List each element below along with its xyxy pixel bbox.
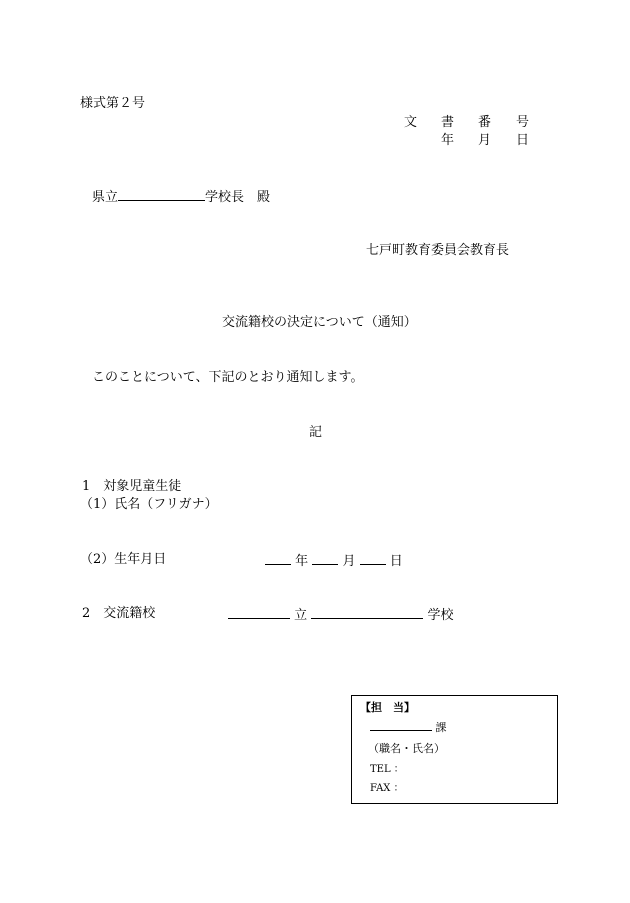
addressee-prefix: 県立 (92, 190, 119, 205)
date-year: 年 (441, 133, 455, 148)
section-suffix: 課 (435, 721, 447, 734)
birth-year-label: 年 (295, 554, 309, 569)
section-blank (370, 720, 432, 731)
doc-number-char: 号 (516, 115, 530, 130)
birth-month-label: 月 (342, 554, 356, 569)
school-mid-label: 立 (294, 608, 308, 623)
sender: 七戸町教育委員会教育長 (366, 243, 510, 258)
ki-heading: 記 (309, 425, 323, 440)
item2-label: 交流籍校 (103, 606, 156, 621)
item1-label: 対象児童生徒 (103, 479, 182, 494)
doc-number-char: 文 (404, 115, 418, 130)
addressee-suffix: 学校長 (205, 190, 245, 205)
school-prefecture-blank (228, 606, 290, 619)
item2-heading (82, 606, 155, 622)
school-name-blank (311, 606, 423, 619)
school-name-blank (118, 188, 205, 201)
contact-header: 【担 当】 (360, 701, 415, 714)
item1-number: 1 (82, 479, 91, 494)
doc-number-char: 番 (478, 115, 492, 130)
date-day: 日 (516, 133, 530, 148)
item2-number: 2 (82, 606, 91, 621)
contact-name-label: （職名・氏名） (368, 742, 445, 755)
birth-year-blank (265, 552, 291, 565)
doc-number-char: 書 (441, 115, 455, 130)
addressee (92, 188, 270, 206)
date-month: 月 (478, 133, 492, 148)
birth-day-blank (360, 552, 386, 565)
item1-name-row: （1）氏名（フリガナ） (80, 497, 218, 512)
document-title: 交流籍校の決定について（通知） (222, 315, 417, 330)
item1-birthdate-label: （2）生年月日 (80, 552, 167, 567)
exchange-school-fields (228, 606, 453, 624)
contact-tel: TEL ： (370, 764, 404, 775)
contact-box (351, 695, 558, 804)
addressee-honorific: 殿 (257, 190, 271, 205)
contact-section-row (370, 720, 447, 736)
body-text: このことについて、下記のとおり通知します。 (92, 370, 364, 385)
birth-day-label: 日 (389, 554, 403, 569)
school-suffix-label: 学校 (427, 608, 454, 623)
birth-month-blank (312, 552, 338, 565)
item1-heading (82, 479, 181, 495)
form-number: 様式第２号 (80, 96, 146, 111)
contact-fax: FAX ： (370, 783, 404, 794)
birthdate-fields (265, 552, 403, 570)
